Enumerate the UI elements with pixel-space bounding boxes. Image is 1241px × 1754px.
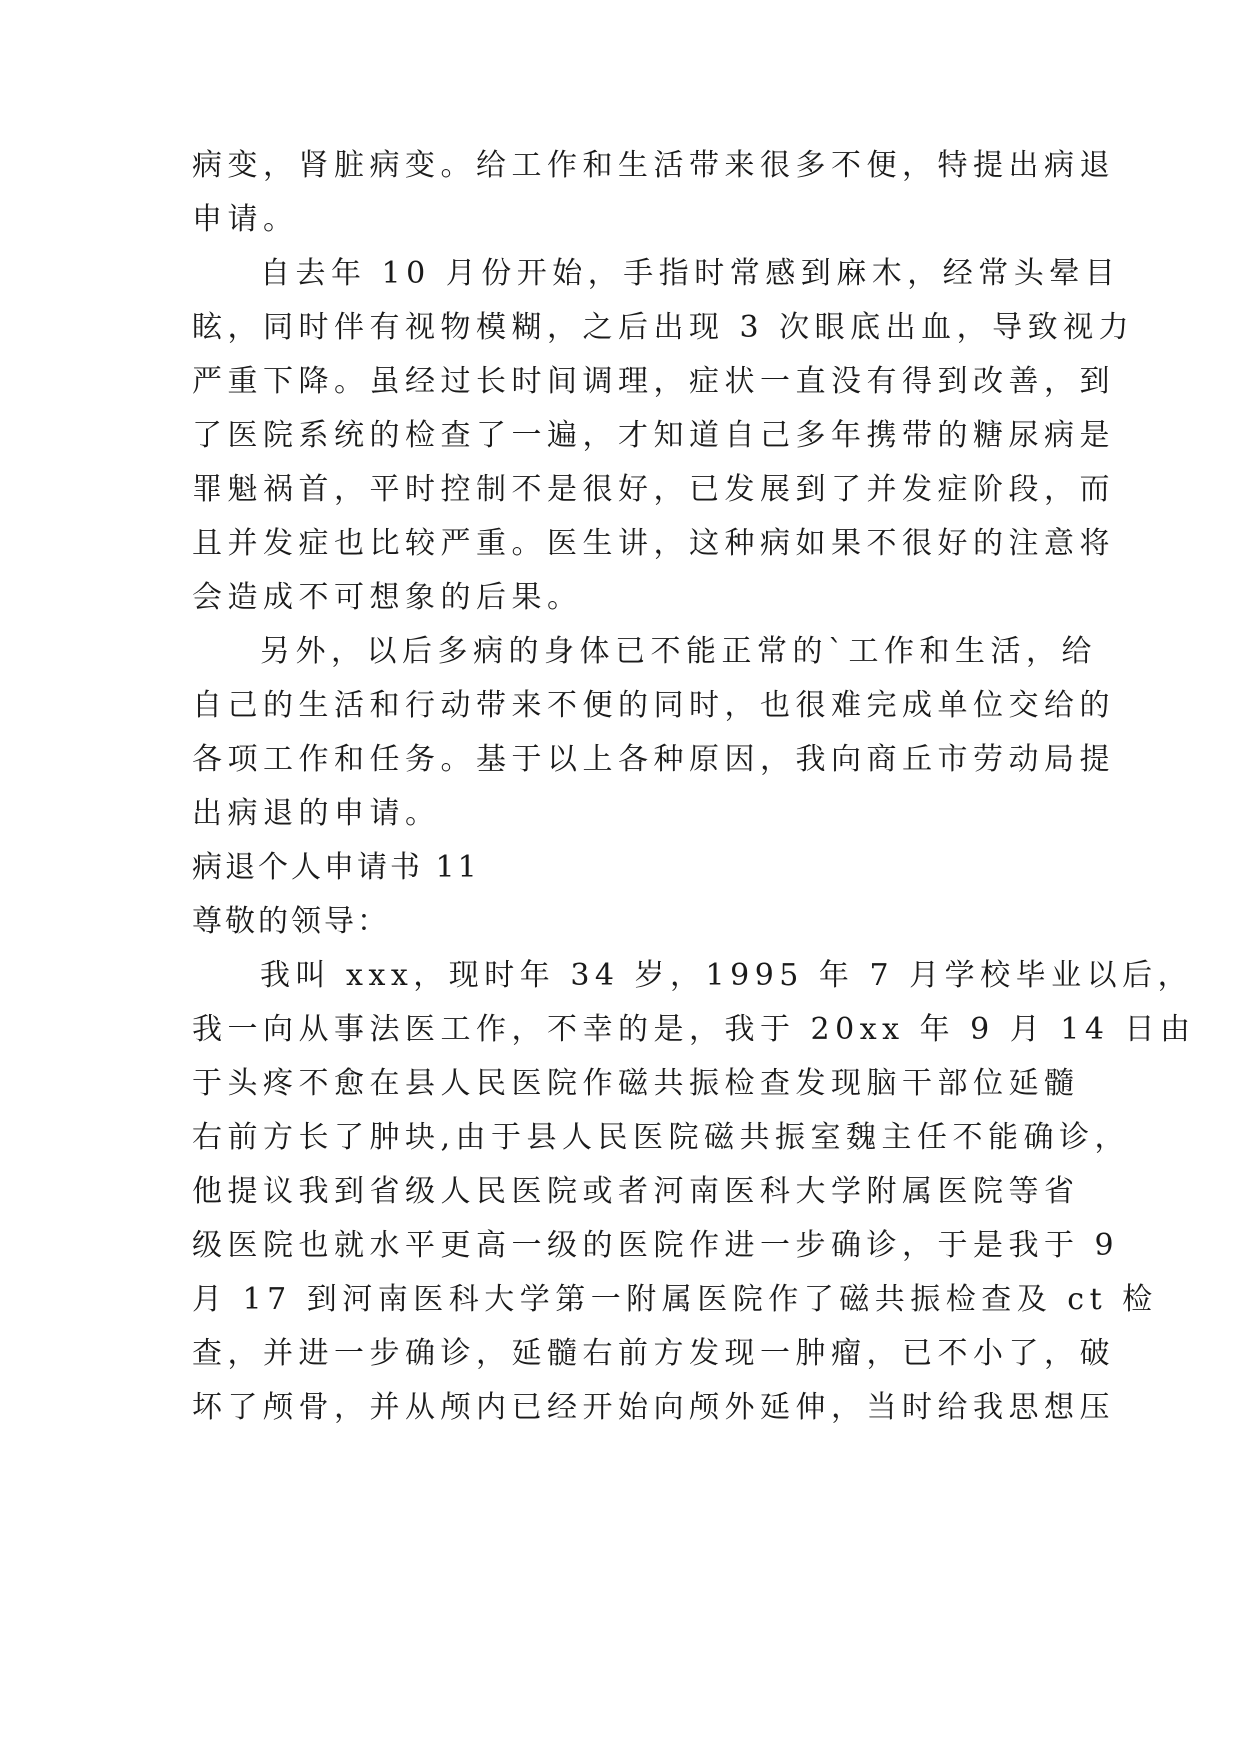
text-line: 自己的生活和行动带来不便的同时，也很难完成单位交给的	[192, 688, 1115, 723]
text-line: 我一向从事法医工作，不幸的是，我于 20xx 年 9 月 14 日由	[192, 1012, 1196, 1047]
text-line: 申请。	[192, 202, 299, 237]
paragraph-first-line: 自去年 10 月份开始，手指时常感到麻木，经常头晕目	[260, 256, 1121, 291]
text-line: 于头疼不愈在县人民医院作磁共振检查发现脑干部位延髓	[192, 1066, 1080, 1101]
text-line: 月 17 到河南医科大学第一附属医院作了磁共振检查及 ct 检	[192, 1282, 1158, 1317]
section-title: 病退个人申请书 11	[192, 850, 480, 885]
text-line: 各项工作和任务。基于以上各种原因，我向商丘市劳动局提	[192, 742, 1115, 777]
text-line: 病变，肾脏病变。给工作和生活带来很多不便，特提出病退	[192, 148, 1115, 183]
text-line: 且并发症也比较严重。医生讲，这种病如果不很好的注意将	[192, 526, 1115, 561]
text-line: 查，并进一步确诊，延髓右前方发现一肿瘤，已不小了，破	[192, 1336, 1115, 1371]
text-line: 严重下降。虽经过长时间调理，症状一直没有得到改善，到	[192, 364, 1115, 399]
text-line: 坏了颅骨，并从颅内已经开始向颅外延伸，当时给我思想压	[192, 1390, 1115, 1425]
text-line: 他提议我到省级人民医院或者河南医科大学附属医院等省	[192, 1174, 1080, 1209]
text-line: 罪魁祸首，平时控制不是很好，已发展到了并发症阶段，而	[192, 472, 1115, 507]
text-line: 了医院系统的检查了一遍，才知道自己多年携带的糖尿病是	[192, 418, 1115, 453]
text-line: 右前方长了肿块,由于县人民医院磁共振室魏主任不能确诊，	[192, 1120, 1131, 1155]
text-line: 眩，同时伴有视物模糊，之后出现 3 次眼底出血，导致视力	[192, 310, 1135, 345]
text-line: 出病退的申请。	[192, 796, 441, 831]
salutation: 尊敬的领导：	[192, 904, 390, 939]
text-line: 级医院也就水平更高一级的医院作进一步确诊，于是我于 9	[192, 1228, 1120, 1263]
paragraph-first-line: 另外，以后多病的身体已不能正常的`工作和生活，给	[260, 634, 1097, 669]
text-line: 会造成不可想象的后果。	[192, 580, 583, 615]
paragraph-first-line: 我叫 xxx，现时年 34 岁，1995 年 7 月学校毕业以后，	[260, 958, 1194, 993]
